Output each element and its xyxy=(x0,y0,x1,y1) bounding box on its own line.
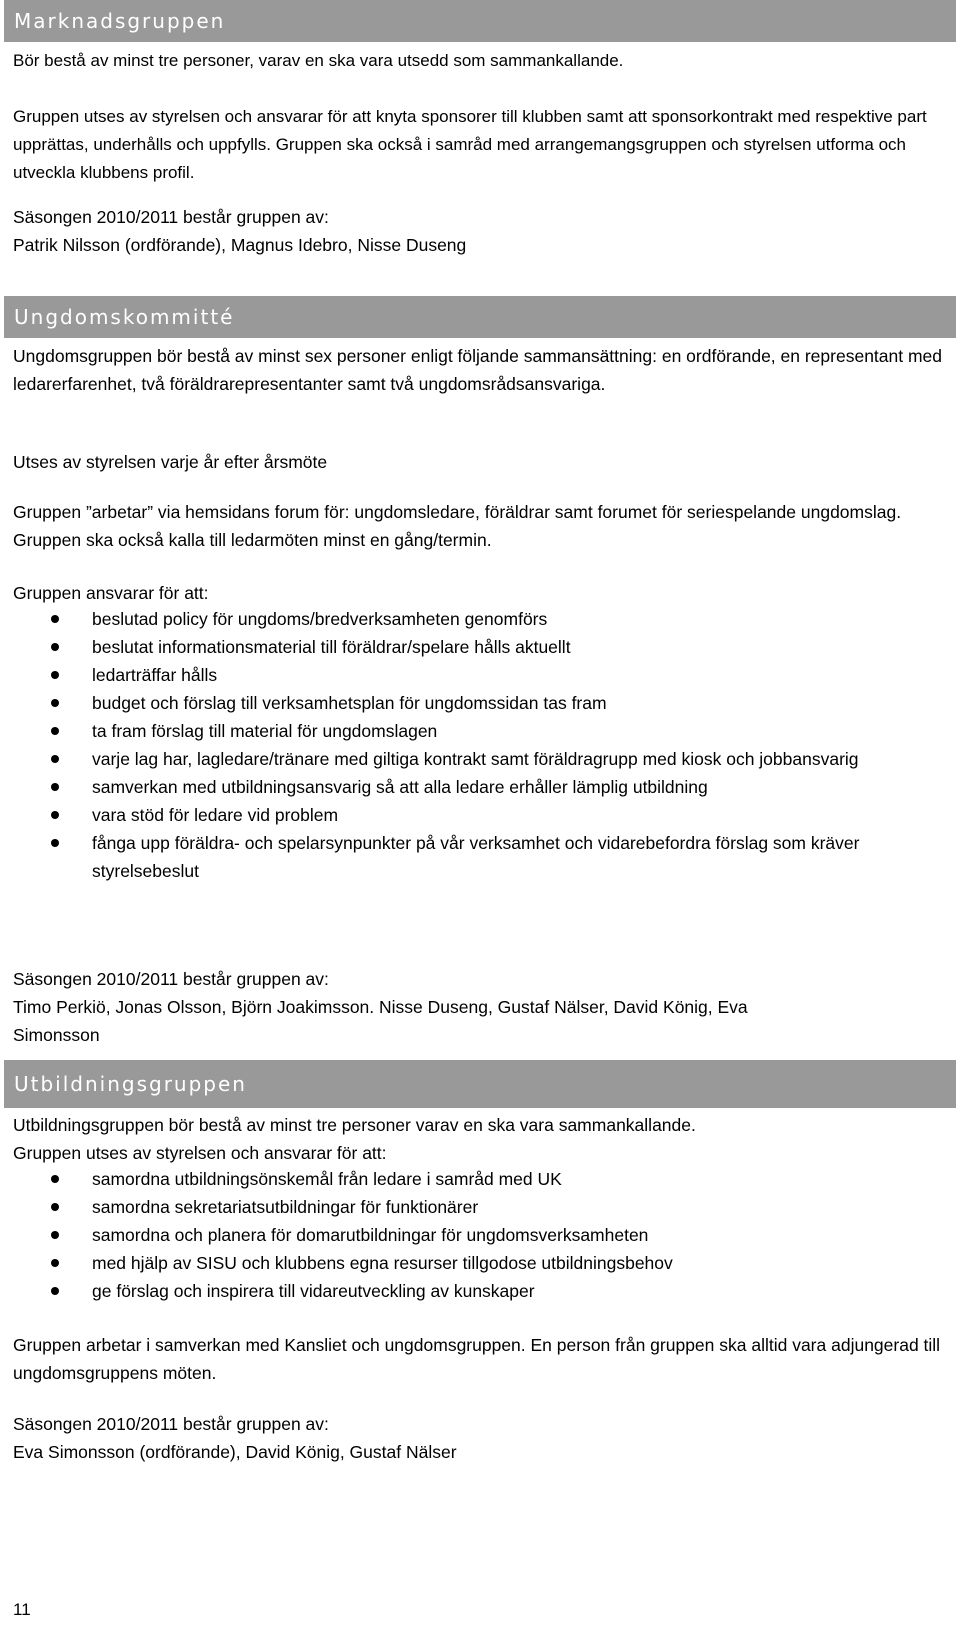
paragraph: Utbildningsgruppen bör bestå av minst tre personer varav en ska vara sammankallande. xyxy=(13,1115,696,1135)
paragraph: Bör bestå av minst tre personer, varav en ska vara utsedd som sammankallande. xyxy=(13,51,624,70)
bullet-icon xyxy=(51,783,59,791)
bullet-icon xyxy=(51,727,59,735)
bullet-icon xyxy=(51,615,59,623)
list-item: samordna och planera för domarutbildningar för ungdomsverksamheten xyxy=(0,1221,960,1249)
bullet-icon xyxy=(51,1259,59,1267)
member-list: Eva Simonsson (ordförande), David König, Gustaf Nälser xyxy=(13,1442,457,1462)
member-list: Timo Perkiö, Jonas Olsson, Björn Joakimsson. Nisse Duseng, Gustaf Nälser, David König, Eva Simonsson xyxy=(13,997,748,1045)
responsibility-list xyxy=(0,1165,960,1305)
bullet-icon xyxy=(51,1203,59,1211)
bullet-icon xyxy=(51,699,59,707)
bullet-icon xyxy=(51,755,59,763)
bullet-icon xyxy=(51,811,59,819)
season-label: Säsongen 2010/2011 består gruppen av: xyxy=(13,969,329,989)
list-item: ledarträffar hålls xyxy=(0,661,960,689)
season-label: Säsongen 2010/2011 består gruppen av: xyxy=(13,207,329,227)
list-item: ta fram förslag till material för ungdomslagen xyxy=(0,717,960,745)
page-number: 11 xyxy=(13,1600,31,1619)
member-list: Patrik Nilsson (ordförande), Magnus Idebro, Nisse Duseng xyxy=(13,235,467,255)
paragraph: Gruppen ”arbetar” via hemsidans forum för: ungdomsledare, föräldrar samt forumet för seriespelande ungdomslag. Gruppen ska också kalla till ledarmöten minst en gång/termin. xyxy=(13,502,902,550)
list-item: budget och förslag till verksamhetsplan för ungdomssidan tas fram xyxy=(0,689,960,717)
paragraph: Gruppen arbetar i samverkan med Kansliet och ungdomsgruppen. En person från gruppen ska alltid vara adjungerad till ungdomsgruppens möten. xyxy=(13,1335,941,1383)
list-item: beslutad policy för ungdoms/bredverksamheten genomförs xyxy=(0,605,960,633)
list-item: varje lag har, lagledare/tränare med giltiga kontrakt samt föräldragrupp med kiosk och jobbansvarig xyxy=(0,745,960,773)
list-item: vara stöd för ledare vid problem xyxy=(0,801,960,829)
list-item: beslutat informationsmaterial till föräldrar/spelare hålls aktuellt xyxy=(0,633,960,661)
paragraph: Gruppen utses av styrelsen och ansvarar för att: xyxy=(13,1143,387,1163)
list-item: med hjälp av SISU och klubbens egna resurser tillgodose utbildningsbehov xyxy=(0,1249,960,1277)
list-item: samverkan med utbildningsansvarig så att alla ledare erhåller lämplig utbildning xyxy=(0,773,960,801)
paragraph: Utses av styrelsen varje år efter årsmöte xyxy=(13,452,328,472)
list-item: fånga upp föräldra- och spelarsynpunkter på vår verksamhet och vidarebefordra förslag som kräver styrelsebeslut xyxy=(0,829,960,885)
bullet-icon xyxy=(51,1287,59,1295)
list-intro: Gruppen ansvarar för att: xyxy=(13,583,209,603)
list-item: ge förslag och inspirera till vidareutveckling av kunskaper xyxy=(0,1277,960,1305)
bullet-icon xyxy=(51,671,59,679)
section-heading-utbildningsgruppen: Utbildningsgruppen xyxy=(4,1060,956,1108)
section-heading-ungdomskommitte: Ungdomskommitté xyxy=(4,296,956,338)
bullet-icon xyxy=(51,1175,59,1183)
list-item: samordna sekretariatsutbildningar för funktionärer xyxy=(0,1193,960,1221)
responsibility-list xyxy=(0,605,960,885)
bullet-icon xyxy=(51,1231,59,1239)
section-heading-marknadsgruppen: Marknadsgruppen xyxy=(4,0,956,42)
bullet-icon xyxy=(51,839,59,847)
list-item: samordna utbildningsönskemål från ledare i samråd med UK xyxy=(0,1165,960,1193)
paragraph: Gruppen utses av styrelsen och ansvarar för att knyta sponsorer till klubben samt att sponsorkontrakt med respektive part upprättas, underhålls och uppfylls. Gruppen ska också i samråd med arrangemangsgruppen och styrelsen utforma och utveckla klubbens profil. xyxy=(13,107,927,182)
paragraph: Ungdomsgruppen bör bestå av minst sex personer enligt följande sammansättning: en ordförande, en representant med ledarerfarenhet, två föräldrarepresentanter samt två ungdomsrådsansvariga. xyxy=(13,346,943,394)
bullet-icon xyxy=(51,643,59,651)
season-label: Säsongen 2010/2011 består gruppen av: xyxy=(13,1414,329,1434)
